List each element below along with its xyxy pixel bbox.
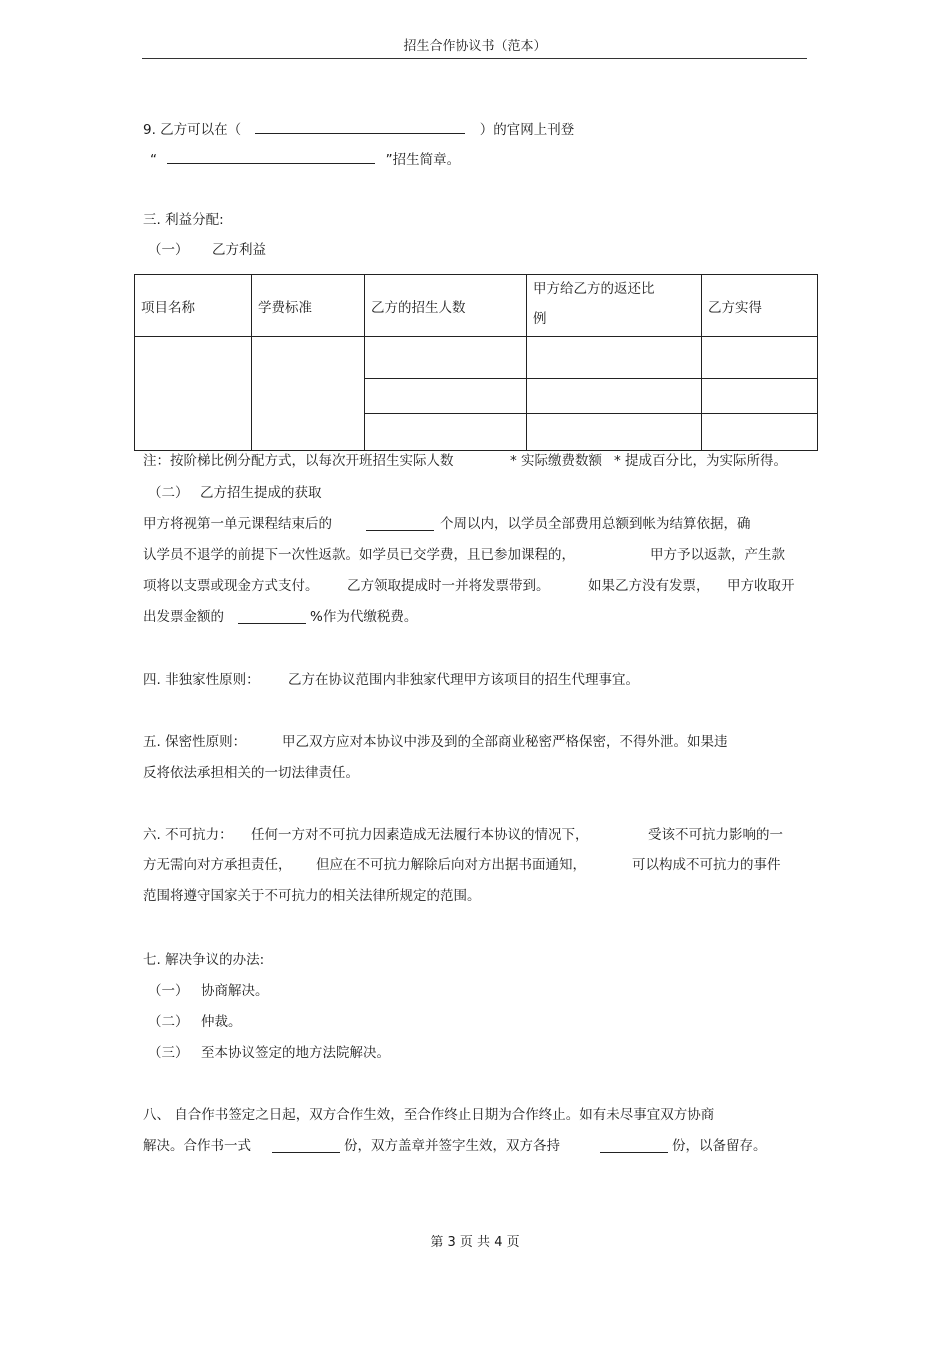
section-8-line-2c: 份，以备留存。: [672, 1138, 767, 1154]
section-4-text: 乙方在协议范围内非独家代理甲方该项目的招生代理事宜。: [288, 672, 639, 688]
table-note-a: 注：按阶梯比例分配方式，以每次开班招生实际人数: [143, 453, 454, 469]
table-note-c: * 提成百分比，为实际所得。: [614, 453, 788, 469]
ratio-cell: [527, 414, 702, 451]
section-3-sub-2-title: 乙方招生提成的获取: [200, 485, 322, 501]
clause-9-line-1: [143, 121, 574, 138]
section-6-line-2b: 但应在不可抗力解除后向对方出据书面通知，: [316, 857, 586, 873]
header-divider: [142, 58, 807, 59]
clause-9-text-a: 9. 乙方可以在（: [143, 122, 242, 138]
section-5-text-line-1: 甲乙双方应对本协议中涉及到的全部商业秘密严格保密，不得外泄。如果违: [282, 734, 728, 750]
section-7-item-3-number: （三）: [148, 1045, 189, 1061]
section-3-title: 三. 利益分配:: [143, 212, 224, 228]
commission-para-line-2a: 认学员不退学的前提下一次性返款。如学员已交学费，且已参加课程的，: [143, 547, 575, 563]
table-header-cell: 项目名称: [135, 275, 252, 337]
section-6-line-2c: 可以构成不可抗力的事件: [632, 857, 781, 873]
section-8-line-2b: 份，双方盖章并签字生效，双方各持: [344, 1138, 560, 1154]
section-3-sub-2-number: （二）: [148, 485, 189, 501]
commission-para-line-1b: 个周以内，以学员全部费用总额到帐为结算依据，确: [440, 516, 751, 532]
ratio-cell: [527, 379, 702, 414]
section-6-line-2a: 方无需向对方承担责任，: [143, 857, 292, 873]
table-header-cell: [527, 275, 702, 337]
enrollment-cell: [365, 379, 527, 414]
commission-para-line-3d: 甲方收取开: [727, 578, 795, 594]
return-ratio-header-line-1: 甲方给乙方的返还比: [533, 280, 655, 297]
project-name-cell: [135, 337, 252, 451]
copies-each-blank: [600, 1140, 668, 1157]
enrollment-cell: [365, 337, 527, 379]
section-5-text-line-2: 反将依法承担相关的一切法律责任。: [143, 765, 359, 781]
commission-para-line-1a: 甲方将视第一单元课程结束后的: [143, 516, 332, 532]
table-header-cell: 乙方实得: [702, 275, 818, 337]
page-footer: 第 3 页 共 4 页: [430, 1235, 520, 1250]
section-7-item-2-text: 仲裁。: [201, 1014, 242, 1030]
section-8-line-2a: 解决。合作书一式: [143, 1138, 251, 1154]
clause-9-line-2: [150, 151, 460, 168]
commission-para-line-3c: 如果乙方没有发票，: [588, 578, 710, 594]
enrollment-cell: [365, 414, 527, 451]
brochure-name-blank: [167, 151, 375, 164]
weeks-blank: [366, 518, 434, 535]
table-header-cell: 乙方的招生人数: [365, 275, 527, 337]
table-header-row: [135, 275, 818, 337]
commission-para-line-3a: 项将以支票或现金方式支付。: [143, 578, 319, 594]
section-6-line-3: 范围将遵守国家关于不可抗力的相关法律所规定的范围。: [143, 888, 481, 904]
section-6-title: 六. 不可抗力：: [143, 827, 233, 843]
section-7-item-3-text: 至本协议签定的地方法院解决。: [201, 1045, 390, 1061]
section-6-line-1b: 受该不可抗力影响的一: [648, 827, 783, 843]
section-7-item-1-number: （一）: [148, 983, 189, 999]
section-7-item-2-number: （二）: [148, 1014, 189, 1030]
tax-percent-blank: [238, 611, 306, 628]
section-7-title: 七. 解决争议的办法:: [143, 952, 265, 968]
clause-9-quote-open: “: [150, 152, 157, 168]
commission-para-line-3b: 乙方领取提成时一并将发票带到。: [347, 578, 550, 594]
commission-para-line-4a: 出发票金额的: [143, 609, 224, 625]
section-4-title: 四. 非独家性原则：: [143, 672, 260, 688]
clause-9-text-b: ）的官网上刊登: [479, 122, 575, 138]
earnings-cell: [702, 414, 818, 451]
tuition-cell: [252, 337, 365, 451]
section-5-title: 五. 保密性原则：: [143, 734, 247, 750]
table-header-cell: 学费标准: [252, 275, 365, 337]
return-ratio-header-line-2: 例: [533, 310, 547, 327]
section-3-sub-1-number: （一）: [148, 242, 189, 258]
benefit-table: [134, 274, 818, 451]
page-header-title: 招生合作协议书（范本）: [403, 39, 547, 54]
table-note-b: * 实际缴费数额: [510, 453, 603, 469]
website-name-blank: [255, 121, 465, 134]
section-6-line-1a: 任何一方对不可抗力因素造成无法履行本协议的情况下，: [251, 827, 589, 843]
section-7-item-1-text: 协商解决。: [201, 983, 269, 999]
copies-total-blank: [272, 1140, 340, 1157]
earnings-cell: [702, 379, 818, 414]
section-3-sub-1-title: 乙方利益: [212, 242, 266, 258]
clause-9-quote-close: ”招生简章。: [385, 152, 461, 168]
commission-para-line-2b: 甲方予以返款，产生款: [650, 547, 785, 563]
ratio-cell: [527, 337, 702, 379]
section-8-line-1: 八、 自合作书签定之日起，双方合作生效，至合作终止日期为合作终止。如有未尽事宜双方协商: [143, 1107, 715, 1123]
earnings-cell: [702, 337, 818, 379]
table-row: [135, 337, 818, 379]
commission-para-line-4b: %作为代缴税费。: [310, 609, 418, 625]
